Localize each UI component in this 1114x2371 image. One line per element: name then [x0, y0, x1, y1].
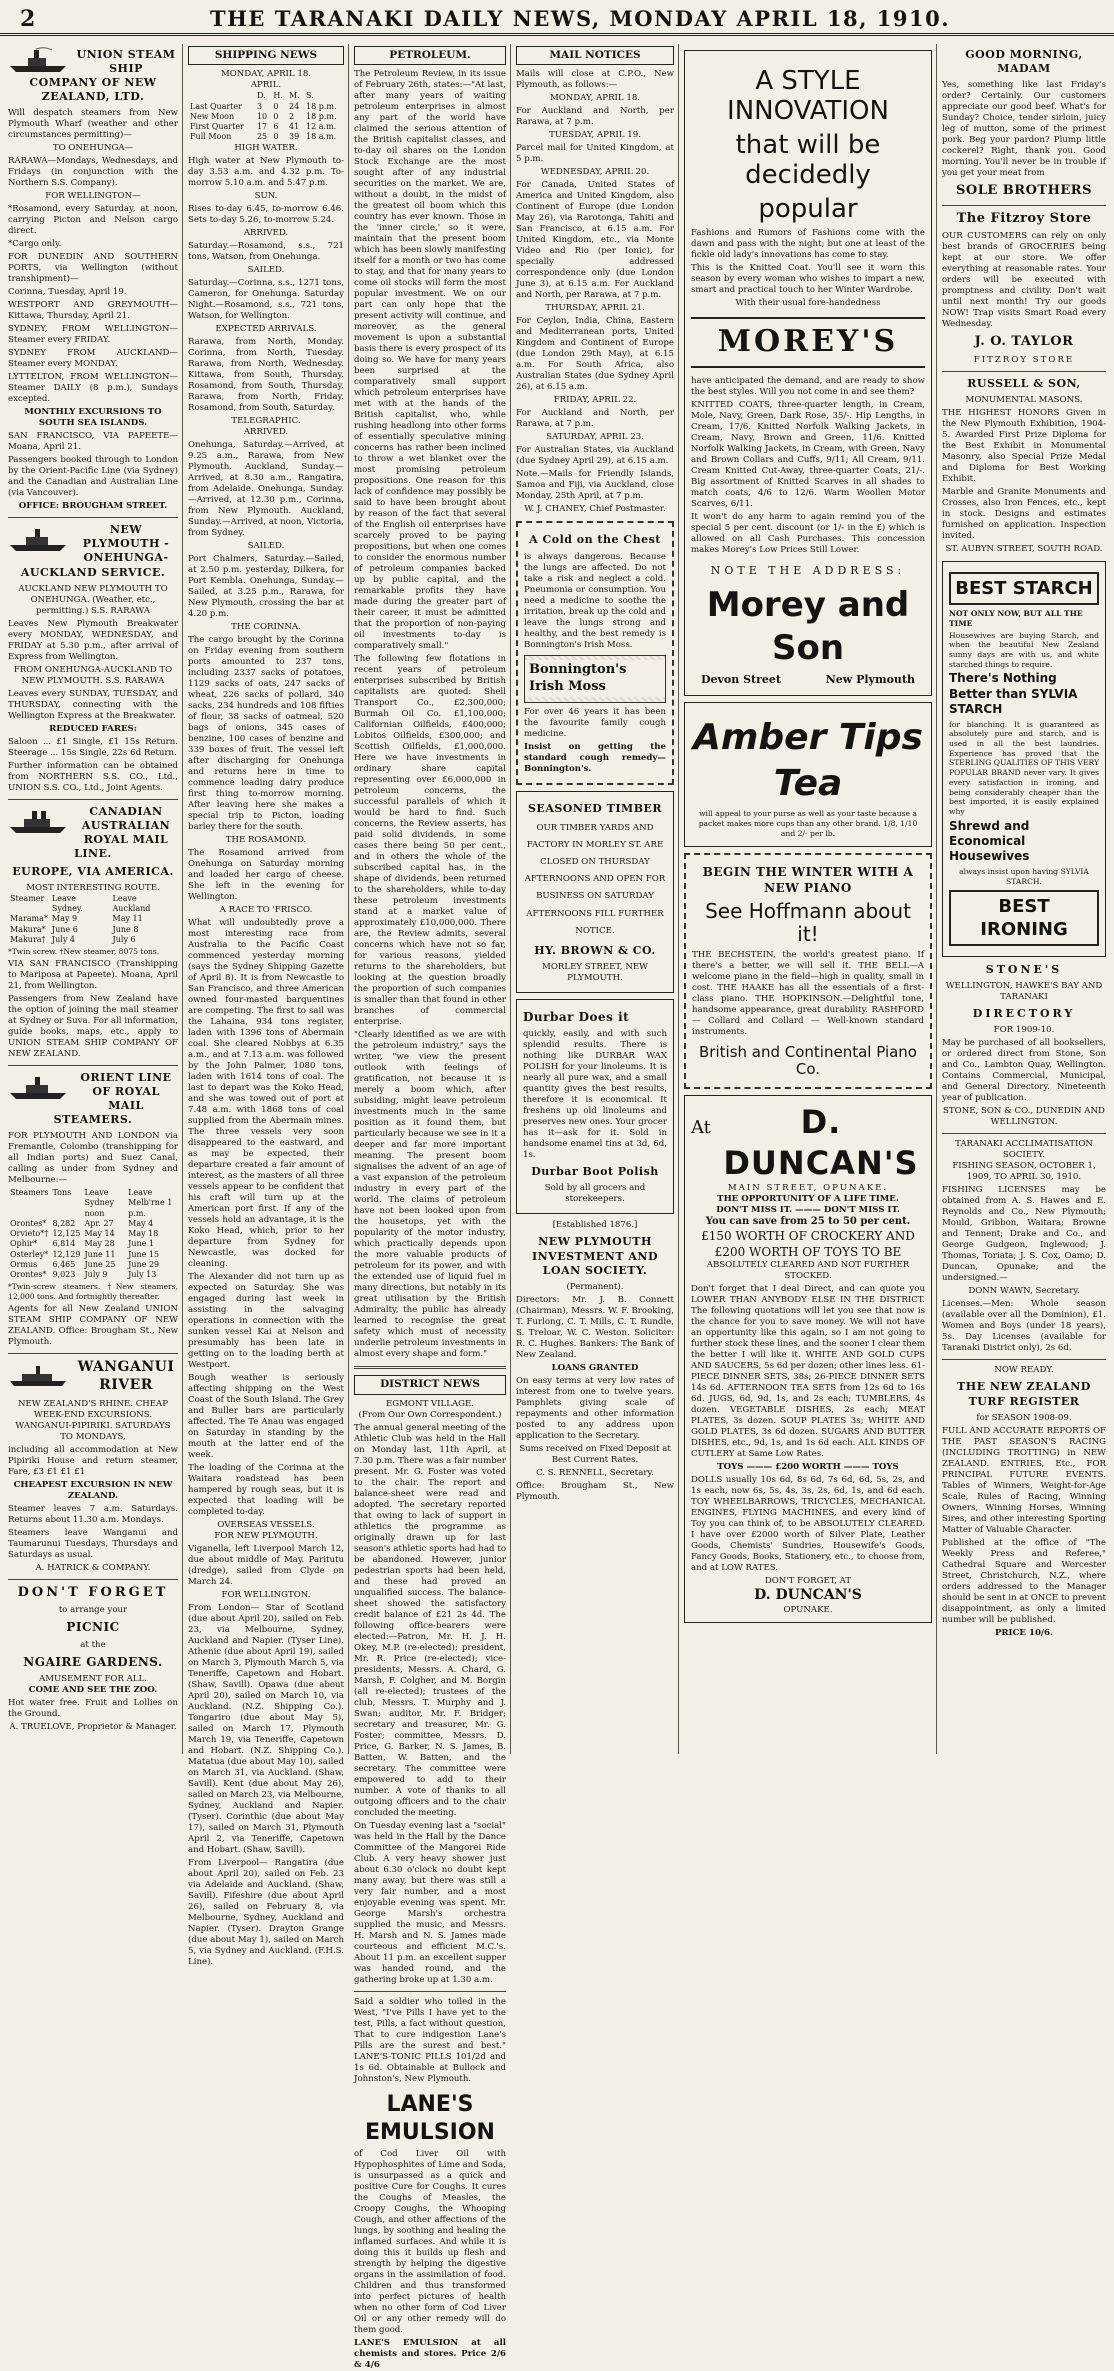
petroleum-heading: PETROLEUM. — [354, 46, 506, 65]
style-innovation-line3: popular — [758, 193, 858, 224]
come-see-zoo: COME AND SEE THE ZOO. — [28, 1684, 158, 1695]
durbar-heading: Durbar Does it — [523, 1009, 630, 1024]
mail-notices-heading: MAIL NOTICES — [516, 46, 674, 65]
san-francisco-service: SAN FRANCISCO, VIA PAPEETE— Moana, April 21. — [8, 431, 178, 453]
april-heading: APRIL. — [250, 80, 282, 91]
shipping-date: MONDAY, APRIL 18. — [220, 69, 312, 80]
sylvia-starch-ad — [942, 561, 1106, 957]
turf-register-heading: THE NEW ZEALAND TURF REGISTER — [957, 1380, 1091, 1408]
established-1876: [Established 1876.] — [552, 1220, 638, 1231]
wanganui-inclusive: including all accommodation at New Pipiriki House and return steamer, Fare, £3 £1 £1 £1 — [8, 1444, 178, 1477]
new-plymouth: New Plymouth — [825, 672, 915, 686]
shipping-news-heading: SHIPPING NEWS — [188, 46, 344, 65]
fore-handedness: With their usual fore-handedness — [735, 298, 881, 309]
british-continental-piano: British and Continental Piano Co. — [699, 1043, 917, 1079]
hatrick-company: A. HATRICK & COMPANY. — [35, 1562, 151, 1573]
rosamond-heading: THE ROSAMOND. — [225, 834, 307, 845]
via-san-francisco: VIA SAN FRANCISCO (Transhipping to Mariposa at Papeete). Moana, April 21, from Wellington. — [8, 958, 178, 991]
note-address: NOTE THE ADDRESS: — [710, 563, 906, 577]
bonnington-label-illustration — [524, 655, 666, 703]
usc-office: OFFICE: BROUGHAM STREET. — [18, 501, 168, 512]
wanganui-river-name: WANGANUI RIVER — [77, 1358, 175, 1393]
column-rule — [678, 44, 679, 1754]
wellington-head: FOR WELLINGTON— — [45, 191, 141, 202]
directory-body: May be purchased of all booksellers, or ordered direct from Stone, Son and Co., Lambton Quay, Wellington. Contains Commercial, Municipal, and General Directory. Nineteenth year of publication. — [942, 1038, 1106, 1104]
telegraphic-heading: TELEGRAPHIC. — [231, 415, 301, 426]
lanes-emulsion-heading: LANE'S EMULSION — [365, 2091, 495, 2146]
npil-heading: NEW PLYMOUTH INVESTMENT AND LOAN SOCIETY. — [531, 1235, 658, 1277]
divider — [354, 1991, 506, 1992]
table-row: Orontes* 9,023 July 9 July 13 — [10, 1270, 157, 1280]
mail-intro: Mails will close at C.P.O., New Plymouth, as follows:— — [516, 69, 674, 91]
divider — [8, 517, 178, 518]
expected-arrivals-heading: EXPECTED ARRIVALS. — [215, 323, 317, 334]
np-from-route: FROM ONEHUNGA-AUCKLAND TO NEW PLYMOUTH. S.S. RARAWA — [13, 664, 173, 686]
good-morning-body: Yes, something like last Friday's order? Certainly. Our customers appreciate our good beef. What's for Sunday? Choice, tender sirloin, juicy leg of mutton, some of the primest pork. Beg your pardon? Plump little cockerel? Right, thank you. Good morning. You'll never be in trouble if you get your meat from — [942, 80, 1106, 179]
dont-forget-at: DON'T FORGET, AT — [764, 1575, 852, 1586]
egmont-village-heading: EGMONT VILLAGE. — [385, 1398, 475, 1409]
mail-wednesday-body: For Canada, United States of America and United Kingdom, also Continent of Europe (due London May 26), via Rarotonga, Tahiti and San Francisco, at 6.15 a.m. For United Kingdom, etc., via Monte Video and Rio (per Ionic), for specially addressed correspondence only (due London June 3), at 6.15 a.m. For Auckland and North, per Rarawa, at 7 p.m. — [516, 180, 674, 301]
canadian-sailings-table — [8, 894, 178, 945]
tel-arrived: Onehunga, Saturday.—Arrived, at 9.25 a.m., Rarawa, from New Plymouth. Auckland, Sunday.—Arrived, at 8.30 a.m., Rangatira, from Adelaide. Onehunga, Sunday.—Arrived, at 12.30 p.m., Corinna, from New Plymouth. Auckland, Sunday.—Arrived, at noon, Victoria, from Sydney. — [188, 439, 344, 538]
divider — [942, 1359, 1106, 1360]
knitted-coats-list: KNITTED COATS, three-quarter length, in Cream, Mole, Navy, Green, Dark Rose, 35/-. Hip Lengths, in Cream, 17/6. Knitted Norfolk Walking Jackets, in Cream, Navy, Brown and Green, 11/6. Knitted Norfolk Walking Jackets, in Cream, with Green, Navy and Brown Collars and Cuffs, 9/11; All Cream, 9/11. Cream Knitted Cut-Away, three-quarter Coats, 21/-. Big assortment of Knitted Scarves in all shades to match coats, 4/6 to 12/6. Warm Woollen Motor Scarves, 6/11. — [691, 399, 925, 509]
divider — [8, 1579, 178, 1580]
shrewd-housewives: Shrewd and Economical Housewives — [949, 818, 1030, 864]
begin-winter-piano: BEGIN THE WINTER WITH A NEW PIANO — [702, 865, 914, 895]
picnic: PICNIC — [66, 1620, 120, 1635]
mail-note: Note.—Mails for Friendly Islands, Samoa and Fiji, via Auckland, close Monday, 25th April, at 7 p.m. — [516, 469, 674, 502]
for-wellington: From London— Star of Scotland (due about April 20), sailed on Feb. 23, via Melbourne, Sydney, Auckland and Napier. (Tyser Line). Athenic (due about April 19), sailed on March 3, Plymouth March 5, via Teneriffe, Capetown and Hobart. (Shaw, Savill). Opawa (due about April 20), sailed on March 10, via Auckland. (N.Z. Shipping Co.). Tongariro (due about May 5), sailed on March 17, Plymouth March 19, via Teneriffe, Capetown and Hobart. (N.Z. Shipping Co.). Matatua (due about May 10), sailed on March 31, via Auckland. (Shaw, Savill). Kent (due about May 26), sailed on March 23, via Melbourne, Sydney, Auckland and Napier. (Tyser). Corinthic (due about May 17), sailed on March 31, Plymouth April 2, via Teneriffe, Capetown and Hobart. (Shaw, Savill). — [188, 1602, 344, 1855]
style-innovation-line1: A STYLE INNOVATION — [727, 66, 889, 126]
column-rule — [182, 44, 183, 1754]
moreys-banner: MOREY'S — [691, 317, 925, 367]
morey-and-son: Morey and Son — [706, 584, 910, 669]
opportunity: THE OPPORTUNITY OF A LIFE TIME. — [717, 1194, 899, 1205]
np-auckland-route: AUCKLAND NEW PLYMOUTH TO ONEHUNGA. (Weather, etc., permitting.) S.S. RARAWA — [18, 583, 168, 616]
duncan-footer: D. DUNCAN'S — [754, 1586, 862, 1603]
hy-brown: HY. BROWN & CO. — [534, 943, 656, 957]
corinna-service: Corinna, Tuesday, April 19. — [8, 287, 127, 298]
for-new-plymouth: Viganella, left Liverpool March 12, due about middle of May. Paritutu (dredge), sailed from Clyde on March 24. — [188, 1543, 344, 1587]
sylvia-body: for blanching. It is guaranteed as absolutely pure and starch, and is used in all the best laundries. Experience has proved that the STERLING QUALITIES OF THIS VERY POPULAR BRAND never vary. It gives every satisfaction in ironing, and being considerably cheaper than the best imported, it is easily explained why — [949, 719, 1099, 816]
table-row: Makura* June 6 June 8 — [10, 924, 139, 934]
sums-received: Sums received on Fixed Deposit at Best Current Rates. — [519, 1443, 671, 1465]
lanes-emulsion-price: LANE'S EMULSION at all chemists and stores. Price 2/6 & 4/6 — [354, 2338, 506, 2371]
usc-intro: Will despatch steamers from New Plymouth Wharf (weather and other circumstances permitting)— — [8, 108, 178, 141]
dunedin-service: FOR DUNEDIN AND SOUTHERN PORTS, via Wellington (without transhipment)— — [8, 252, 178, 285]
mail-thursday-body: For Ceylon, India, China, Eastern and Mediterranean ports, United Kingdom and Continent of Europe (due London 29th May), at 6.15 a.m. For South Africa, also Australian States (due Sydney April 26), at 6.15 a.m. — [516, 316, 674, 393]
high-water-heading: HIGH WATER. — [234, 142, 298, 153]
steamer-body: Steamers leave Wanganui and Taumarunui Tuesdays, Thursdays and Saturdays as usual. — [8, 1527, 178, 1560]
table-row: Orontes* 8,282 Apr. 27 May 4 — [10, 1218, 154, 1228]
mail-monday: MONDAY, APRIL 18. — [549, 93, 641, 104]
table-row: New Moon 10 0 2 18 p.m. — [190, 111, 337, 121]
column-petroleum — [350, 44, 510, 2371]
duncan-body: Don't forget that I deal Direct, and can quote you LOWER THAN ANYBODY ELSE IN THE DISTRICT. The following quotations will let you see that now is the chance for you to save money. We will not have an opportunity like this again, so I am not going to further stock these lines, and the sooner I clear them the better I will like it. WHITE AND GOLD CUPS AND SAUCERS, 5s 6d per dozen; other lines less. 61-PIECE DINNER SETS, 38s; 26-PIECE DINNER SETS 14s 6d. AFTERNOON TEA SETS from 12s 6d to 16s 6d. JUGS, 6d, 9d, 1s, and 2s each; TUMBLERS, 4s dozen. VEGETABLE DISHES, 2s each; MEAT PLATES, 3s dozen. SOUP PLATES 3s; WHITE AND GOLD PLATES, 3s 6d dozen. SUGARS AND BUTTER DISHES, etc., 9d, 1s, and 1s 6d each. ALL KINDS OF CUTLERY at Same Low Rates. — [691, 1283, 925, 1459]
orient-sailings-table — [8, 1188, 178, 1280]
durbar-ad — [516, 999, 674, 1214]
loans-granted: LOANS GRANTED — [551, 1362, 639, 1373]
divider — [942, 205, 1106, 206]
divider — [8, 1065, 178, 1066]
divider — [942, 1133, 1106, 1134]
mail-saturday: SATURDAY, APRIL 23. — [546, 432, 644, 443]
table-row: D. H. M. S. — [256, 91, 314, 101]
pianos-list: THE BECHSTEIN, the world's greatest piano. If there's a better, we will sell it. THE BELL—A welcome piano in the field—high in quality, small in cost. THE HAAKE has all the essentials of a first-class piano. THE HOPKINSON.—Delightful tone, handsome appearance, great durability. RASHFORD — Collard and Collard — Well-known standard instruments. — [692, 950, 924, 1038]
onehunga-head: TO ONEHUNGA— — [52, 143, 134, 154]
crockery-toys: £150 WORTH OF CROCKERY AND £200 WORTH OF TOYS TO BE — [701, 1229, 915, 1259]
river-steamer-icon — [8, 1361, 68, 1389]
most-interesting-route: MOST INTERESTING ROUTE. — [26, 883, 160, 894]
over-46-years: For over 46 years it has been the favourite family cough medicine. — [524, 706, 666, 739]
duncan-name: D. DUNCAN'S — [723, 1102, 919, 1182]
monumental-masons: MONUMENTAL MASONS. — [965, 395, 1083, 406]
for-new-plymouth-heading: FOR NEW PLYMOUTH. — [214, 1530, 318, 1541]
morey-address-row — [691, 671, 925, 689]
np-onehunga-service-name: NEW PLYMOUTH - ONEHUNGA-AUCKLAND SERVICE. — [20, 523, 170, 579]
column-display-ads — [680, 44, 936, 1754]
further-information: Further information can be obtained from NORTHERN S.S. CO., Ltd., UNION S.S. CO., Ltd., Joint Agents. — [8, 760, 178, 793]
dont-forget-heading: DON'T FORGET — [17, 1584, 169, 1600]
steamship-icon — [8, 1073, 68, 1101]
npil-office: Office: Brougham St., New Plymouth. — [516, 1480, 674, 1502]
seasoned-timber-ad — [516, 791, 674, 993]
table-row: Ophir* 6,814 May 28 June 1 — [10, 1239, 155, 1249]
at-the: at the — [80, 1639, 106, 1650]
npil-directors: Directors: Mr. J. B. Connett (Chairman), Messrs. W. F. Brooking, T. Furlong, C. T. Mills, C. T. Rundle, S. Treloar, W. C. Weston. Solicitor: R. C. Hughes. Bankers: The Bank of New Zealand. — [516, 1294, 674, 1360]
dont-miss-it: DON'T MISS IT. ——— DON'T MISS IT. — [716, 1205, 900, 1216]
st-aubyn-street: ST. AUBYN STREET, SOUTH ROAD. — [945, 544, 1103, 555]
fitzroy-body: OUR CUSTOMERS can rely on only best brands of GROCERIES being kept at our store. We offer everything at reasonable rates. Your orders will be executed with promptness and civility. Don't wait until next month! Try our goods NOW! Trap visits Smart Road every Wednesday. — [942, 231, 1106, 330]
fitzroy-store-heading: The Fitzroy Store — [956, 210, 1092, 226]
mail-friday: FRIDAY, APRIL 22. — [553, 395, 637, 406]
amusement-for-all: AMUSEMENT FOR ALL. — [38, 1673, 148, 1684]
turf-price: PRICE 10/6. — [994, 1627, 1054, 1638]
russell-son: RUSSELL & SON, — [967, 377, 1081, 391]
now-ready: NOW READY. — [994, 1365, 1054, 1376]
toys-body: DOLLS usually 10s 6d, 8s 6d, 7s 6d, 6d, 5s, 2s, and 1s each, now 6s, 5s, 4s, 3s, 2s, 6d, 1s, and 6d each. TOY WHEELBARROWS, TRICYCLES, MECHANICAL ENGINES, FLYING MACHINES, and every kind of Toy you can think of, to be ABSOLUTELY CLEARED. I have over £2000 worth of Silver Plate, Leather Goods, Chemists' Sundries, Housewife's Goods, Fancy Goods, Books, Stationery, etc., to choose from, and at LOW RATES. — [691, 1474, 925, 1573]
fishing-licenses: Licenses.—Men: Whole season (available over all the Dominion), £1. Women and Boys (under 18 years), 5s. Day Licenses (available for Taranaki District only), 2s 6d. — [942, 1299, 1106, 1354]
save-percent: You can save from 25 to 50 per cent. — [705, 1216, 911, 1228]
canadian-australian-name: CANADIAN AUSTRALIAN ROYAL MAIL LINE. — [74, 804, 171, 860]
rarawa-service: RARAWA—Mondays, Wednesdays, and Fridays (in conjunction with the Northern S.S. Company). — [8, 156, 178, 189]
amber-tips-tea: Amber Tips Tea — [693, 717, 923, 805]
cheapest-excursion: CHEAPEST EXCURSION IN NEW ZEALAND. — [13, 1479, 173, 1501]
bough-weather-story: Bough weather is seriously affecting shipping on the West Coast of the South Island. The Grey and Buller bars are particularly affected. The Te Anau was engaged on Saturday in standing by the mouth at the latter end of the week. — [188, 1372, 344, 1460]
morey-style-ad — [684, 50, 932, 696]
divider — [8, 1353, 178, 1354]
lanes-pills-verse: Said a soldier who toiled in the West, "I've Pills I have yet to the test, Pills, a fact without question, That to cure indigestion Lane's Pills are the surest and best." LANE'S-TONIC PILLS 101/2d and 1s 6d. Obtainable at Bullock and Johnston's, New Plymouth. — [354, 1996, 506, 2084]
durbar-body: quickly, easily, and with such splendid results. There is nothing like DURBAR WAX POLISH for your linoleums. It is nearly all pure wax, and a small quantity gives the best results, therefore it is economical. It freshens up old linoleums and preserves new ones. Your grocer has it—ask for it. Sold in handsome enamel tins at 3d, 6d, 1s. — [523, 1029, 667, 1161]
petroleum-p3: "Clearly identified as we are with the petroleum industry," says the writer, "we view the present outlook with feelings of gratification, not because it is merely a boom which, after subsiding, might leave petroleum investments much in the same position as it found them, but particularly because we see in it a deeper and far more important meaning. The present boom signalises the advent of an age of a vast expansion of the petroleum industry in every part of the world. The claims of petroleum have not been looked upon from the housetops, yet with the popularity of the motor industry, which practically depends upon the more valuable products of petroleum for its power, and with the extended use of liquid fuel in many directions, but notably in its great utilisation by the British Admiralty, the public has already learned to recognise the great safety which must of necessity underlie petroleum investments in almost every shape and form." — [354, 1030, 506, 1360]
mail-tuesday-body: Parcel mail for United Kingdom, at 5 p.m. — [516, 143, 674, 165]
marble-granite: Marble and Granite Monuments and Crosses, also Iron Fences, etc., kept in stock. Designs and estimates furnished on application. Inspection invited. — [942, 487, 1106, 542]
hy-brown-address: MORLEY STREET, NEW PLYMOUTH. — [542, 961, 648, 983]
column-small-ads — [938, 44, 1110, 1754]
table-row: Steamers Tons Leave Sydney noon Leave Melb'rne 1 p.m. — [10, 1188, 173, 1218]
turf-season: for SEASON 1908-09. — [976, 1412, 1072, 1423]
reduced-fares-head: REDUCED FARES: — [49, 723, 137, 734]
bonnington-ad — [516, 521, 674, 784]
np-leaves: Leaves New Plymouth Breakwater every MONDAY, WEDNESDAY, and FRIDAY at 5.30 p.m., after arrival of Express from Wellington. — [8, 618, 178, 662]
petroleum-p1: The Petroleum Review, in its issue of February 26th, states:—"At last, after many years of waiting petroleum enterprises in almost any part of the world have claimed the serious attention of the British capitalist classes, and to-day oil shares on the London Stock Exchange are the most sought after of any industrial securities on the market. We are, without a doubt, in the midst of the greatest oil boom which this country has ever known. Those in the 'inner circle,' so it were, maintain that the present boom which has been slowly manifesting itself for a month or two has come to stay, and that for many years to come oil stocks will form the most popular investment. We on our part can only hope that the present activity will continue, and moreover, as the general movement is upon a substantial basis there is every prospect of its doing so. We have for many years been surprised at the comparatively small support which petroleum enterprises have met with at the hands of the British capitalist, who, while rushing headlong into other forms of essentially speculative mining concerns has rather been inclined to throw a wet blanket over the most promising petroleum propositions. One reason for this lack of confidence may possibly be said to have been brought about by reason of the fact that several of the English oil enterprises have scarcely proved to be paying propositions, but when one comes to consider the enormous number of petroleum companies backed up by public capital, and the remarkable profits they have made during the greater part of their career, it must be admitted that the proportion of non-paying oil investments to-day is comparatively small." — [354, 69, 506, 652]
stones-sub: WELLINGTON, HAWKE'S BAY AND TARANAKI — [945, 981, 1103, 1003]
orient-body: FOR PLYMOUTH AND LONDON via Fremantle, Colombo (transhipping for all Indian ports) and Suez Canal, calling as under from Sydney and Melbourne:— — [8, 1131, 178, 1186]
mail-tuesday: TUESDAY, APRIL 19. — [549, 130, 641, 141]
page-number: 2 — [20, 6, 36, 32]
table-row: Steamer Leave Sydney. Leave Auckland — [10, 894, 151, 914]
duncan-title-row — [691, 1102, 925, 1184]
turf-published: Published at the office of "The Weekly Press and Referee," Cathedral Square and Worcester Street, Christchurch, N.Z., where orders addressed to the Manager should be sent in at ONCE to prevent disappointment, as only a limited number will be published. — [942, 1537, 1106, 1625]
amber-tips-sub: will appeal to your purse as well as your taste because a packet makes more cups than any other brand. 1/8, 1/10 and 2/- per lb. — [698, 809, 918, 838]
mail-thursday: THURSDAY, APRIL 21. — [545, 303, 645, 314]
sun-times: Rises to-day 6.45, to-morrow 6.46. Sets to-day 5.26, to-morrow 5.24. — [188, 203, 344, 225]
see-hoffmann: See Hoffmann about it! — [705, 899, 911, 947]
westport-service: WESTPORT AND GREYMOUTH— Kittawa, Thursday, April 21. — [8, 300, 178, 322]
own-correspondent: (From Our Own Correspondent.) — [358, 1409, 502, 1420]
housewives-buying: Housewives are buying Starch, and when the beautiful New Zealand sunny days are with us, and white starched things to require. — [949, 630, 1099, 669]
district-news-heading: DISTRICT NEWS — [354, 1375, 506, 1394]
sailed-heading: SAILED. — [247, 264, 285, 275]
table-row: Makura† July 4 July 6 — [10, 934, 136, 944]
orient-agents: Agents for all New Zealand UNION STEAM SHIP COMPANY OF NEW ZEALAND. Office: Brougham St., New Plymouth. — [8, 1303, 178, 1347]
fishing-season: FISHING SEASON, OCTOBER 1, 1909, TO APRIL 30, 1910. — [952, 1161, 1096, 1183]
fitzroy-store-sub: FITZROY STORE — [973, 355, 1075, 366]
arrange-your: to arrange your — [58, 1605, 128, 1616]
lanes-emulsion-body: of Cod Liver Oil with Hypophosphites of Lime and Soda, is unsurpassed as a quick and positive Cure for Coughs. It cures the Coughs of Measles, the Croopy Coughs, the Whooping Cough, and other affections of the lungs, by soothing and healing the inflamed surfaces. And while it is doing this it builds up flesh and strength by helping the digestive organs in the assimilation of food. Children and thus transformed into perfect pictures of health when no other form of Cod Liver Oil or any other remedy will do them good. — [354, 2149, 506, 2336]
steamship-icon — [8, 46, 68, 74]
newspaper-title: THE TARANAKI DAILY NEWS, MONDAY APRIL 18, 1910. — [209, 6, 951, 31]
highest-honors: THE HIGHEST HONORS Given in the New Plymouth Exhibition, 1904-5. Awarded First Prize Diploma for the Best Exhibit in Monumental Masonry, also Special Prize Medal and Diploma for Best Working Exhibit. — [942, 408, 1106, 485]
corinna-story: The cargo brought by the Corinna on Friday evening from southern ports amounted to 237 tons, including 2337 sacks of potatoes, 1129 sacks of oats, 247 sacks of wheat, 226 sacks of pollard, 340 sacks, 234 hundreds and 108 fifties of flour, 38 sacks of oatmeal, 520 bags of onions, 345 cases of benzine, 100 cases of benzine and 339 boxes of fruit. The vessel left after discharging for Onehunga and returns here in time to commence loading dairy produce first thing to-morrow morning. After leaving here she makes a special trip to Picton, loading barley there for the south. — [188, 634, 344, 832]
theres-nothing-better: There's Nothing Better than SYLVIA STARCH — [949, 671, 1078, 717]
absolutely-cleared: ABSOLUTELY CLEARED AND NOT FURTHER STOCKED. — [706, 1259, 910, 1281]
egmont-story-2: On Tuesday evening last a "social" was held in the Hall by the Dance Committee of the Mangorei Ride Club. A very heavy shower just about 6.30 o'clock no doubt kept many away, but there was still a very fair number, and a most enjoyable evening was spent. Mr. George Marsh's orchestra supplied the music, and Messrs. H. Marsh and N. S. James made courteous and efficient M.C.'s. About 11 p.m. an excellent supper was handed round, and the gathering broke up at 1.30 a.m. — [354, 1820, 506, 1985]
petroleum-p2: The following few flotations in recent years of petroleum enterprises subscribed by British capitalists are quoted: Shell Transport Co., £2,300,000; Burmah Oil Co. £1,100,000; Californian Oilfields, £400,000; Lobitos Oilfields, £300,000; and Scottish Oilfields, £1,000,000. Here we have investments in ordinary share capital representing over £6,000,000 in petroleum concerns, the successful parallels of which it would be hard to find. Such concerns, the Review asserts, has paid solid dividends, in some cases there being 50 per cent., and in others the whole of the subscribed capital has, in the shape of dividends, been returned to the shareholders, while to-day these petroleum investments stand at a market value of approximately £10,000,000. There are, the Review admits, several concerns which have not so far, for various reasons, yielded returns to the shareholders, but looking at the question broadly the proportion of such companies is smaller than that found in other branches of commercial enterprise. — [354, 654, 506, 1028]
truelove-proprietor: A. TRUELOVE, Proprietor & Manager. — [9, 1721, 177, 1732]
insist-bonnington: Insist on getting the standard cough remedy—Bonnington's. — [524, 741, 666, 774]
chief-postmaster: W. J. CHANEY, Chief Postmaster. — [524, 504, 666, 515]
knitted-coat-text: This is the Knitted Coat. You'll see it worn this season by every woman who wishes to impart a new, smart and practical touch to her Winter Wardrobe. — [691, 263, 925, 296]
cash-discount: It won't do any harm to again remind you of the special 5 per cent. discount (or 1/- in the £) which is allowed on all Cash Purchases. This concession makes Morey's Low Prices Still Lower. — [691, 511, 925, 555]
corinna-heading: THE CORINNA. — [231, 621, 301, 632]
column-mail-notices — [512, 44, 678, 1754]
sydney-auckland-service: SYDNEY FROM AUCKLAND— Steamer every MONDAY. — [8, 348, 178, 370]
egmont-story-1: The annual general meeting of the Athletic Club was held in the Hall on Monday last, 11th April, at 7.30 p.m. There was a fair number present. Mr. G. Foster was voted to the chair. The report and balance-sheet were read and adopted. The secretary reported that owing to lack of support in athletics the programme as originally drawn up for last season's athletic sports had had to be abandoned. However, junior pedestrian sports had been held, and these had proved an unqualified success. The balance-sheet showed the satisfactory credit balance of £21 2s 4d. The following office-bearers were elected:—Patron, Mr. H. J. H. Okey, M.P. (re-elected); president, Mr. R. Price (re-elected); vice-presidents, Messrs. A. Chard, G. Marsh, F. Colgher, and M. Borgin (all re-elected); trustees of the club, Messrs. T. Murphy and J. Swan; auditor, Mr. F. Bridger; secretary and treasurer, Mr. G. Foster; committee, Messrs. D. Price, G. Barker, N. S. James, B. Batten, W. Batten, and the secretary. The committee were empowered to add to their number. A vote of thanks to all outgoing officers and to the chair concluded the meeting. — [354, 1422, 506, 1818]
masthead — [0, 0, 1114, 36]
turf-body: FULL AND ACCURATE REPORTS OF THE PAST SEASON'S RACING (INCLUDING TROTTING) in NEW ZEALAND. ENTRIES, Etc., FOR PRINCIPAL FUTURE EVENTS. Tables of Winners, Weight-for-Age Scale, Rules of Racing, Winning Owners, Winning Horses, Winning Sires, and other interesting Sporting Matter of Valuable Character. — [942, 1425, 1106, 1535]
fishing-secretary: DONN WAWN, Secretary. — [968, 1286, 1080, 1297]
table-row: Osterley* 12,129 June 11 June 15 — [10, 1249, 160, 1259]
best-ironing-banner: BEST IRONING — [949, 890, 1099, 946]
rennell-secretary: C. S. RENNELL, Secretary. — [536, 1467, 654, 1478]
style-innovation-line2: that will be decidedly — [735, 129, 881, 190]
overseas-vessels-heading: OVERSEAS VESSELS. — [217, 1519, 315, 1530]
arrived: Saturday.—Rosamond, s.s., 721 tons, Watson, from Onehunga. — [188, 240, 344, 262]
npil-permanent: (Permanent). — [566, 1281, 624, 1292]
twin-screw-note: *Twin screw. †New steamer, 8075 tons. — [8, 947, 160, 957]
column-shipping-ads — [4, 44, 182, 1754]
fishing-body: FISHING LICENSES may be obtained from A. S. Hawes and E. Reynolds and Co., New Plymouth; Mould, Gribbon, Waitara; Browne and Tennent; Drake and Co., and George Gudgeon, Inglewood; J. Thomas, Toriata; J. S. Cox, Oamo; D. Duncan, Opunake; and the undersigned.— — [942, 1185, 1106, 1284]
high-water: High water at New Plymouth to-day 3.53 a.m. and 4.32 p.m. To-morrow 5.10 a.m. and 5.47 p.m. — [188, 155, 344, 188]
table-row: Orvieto*† 12,125 May 14 May 18 — [10, 1229, 159, 1239]
tel-sailed-heading: SAILED. — [247, 540, 285, 551]
stone-son-co: STONE, SON & CO., DUNEDIN AND WELLINGTON. — [943, 1106, 1105, 1128]
lyttelton-service: LYTTELTON, FROM WELLINGTON— Steamer DAILY (8 p.m.), Sundays excepted. — [8, 372, 178, 405]
cargo-only-note: *Cargo only. — [8, 239, 62, 250]
durbar-sold: Sold by all grocers and storekeepers. — [544, 1183, 646, 1205]
hot-water-free: Hot water free. Fruit and Lollies on the Ground. — [8, 1697, 178, 1719]
directory-year: FOR 1909-10. — [993, 1025, 1055, 1036]
mail-wednesday: WEDNESDAY, APRIL 20. — [540, 167, 650, 178]
rosamond-story: The Rosamond arrived from Onehunga on Saturday morning and loaded her cargo of cheese. She left in the evening for Wellington. — [188, 847, 344, 902]
cold-on-chest-heading: A Cold on the Chest — [529, 533, 661, 547]
orient-foot: *Twin-screw steamers. †New steamers, 12,000 tons. And fortnightly thereafter. — [8, 1282, 178, 1302]
good-morning-heading: GOOD MORNING, MADAM — [965, 48, 1083, 76]
tel-arrived-heading: ARRIVED. — [243, 426, 289, 437]
monthly-excursions: MONTHLY EXCURSIONS TO SOUTH SEA ISLANDS. — [24, 407, 162, 429]
devon-street: Devon Street — [701, 672, 781, 686]
via-sf-body: Passengers from New Zealand have the option of joining the mail steamer at Sydney or Suva. For all information, guide books, maps, etc., apply to UNION STEAM SHIP COMPANY OF NEW ZEALAND. — [8, 993, 178, 1059]
directory-heading: DIRECTORY — [972, 1007, 1076, 1021]
seasoned-timber-body: OUR TIMBER YARDS AND FACTORY IN MORLEY ST. ARE CLOSED ON THURSDAY AFTERNOONS AND OPEN FOR BUSINESS ON SATURDAY AFTERNOONS FILL FURTHER NOTICE. — [524, 822, 666, 936]
alexander-story: The Alexander did not turn up as expected on Saturday. She was engaged during last week in assisting in the salvaging operations in connection with the sunken vessel Kai at Nelson and presumably has been late in getting on to the loading berth at Westport. — [188, 1271, 344, 1370]
piano-ad — [684, 853, 932, 1088]
duncan-ad — [684, 1095, 932, 1623]
europe-via-america: EUROPE, VIA AMERICA. — [12, 864, 174, 878]
ngaire-gardens: NGAIRE GARDENS. — [23, 1654, 163, 1669]
best-starch-banner: BEST STARCH — [949, 572, 1099, 605]
table-row: First Quarter 17 6 41 12 a.m. — [190, 122, 337, 132]
duncan-street: MAIN STREET, OPUNAKE. — [727, 1183, 889, 1194]
for-wellington-heading: FOR WELLINGTON. — [221, 1589, 311, 1600]
sole-brothers: SOLE BROTHERS — [956, 183, 1092, 199]
divider — [8, 799, 178, 800]
duncan-at: At — [691, 1116, 711, 1138]
always-insist: always insist upon having SYLVIA STARCH. — [959, 866, 1089, 886]
loans-body: On easy terms at very low rates of interest from one to twelve years. Pamphlets giving scale of repayments and other information posted to any address upon application to the Secretary. — [516, 1375, 674, 1441]
durbar-boot-polish: Durbar Boot Polish — [531, 1165, 659, 1179]
column-rule — [510, 44, 511, 1754]
union-steam-ship-name: UNION STEAM SHIP COMPANY OF NEW ZEALAND, LTD. — [29, 48, 176, 104]
toys-heading: TOYS ——— £200 WORTH ——— TOYS — [717, 1461, 899, 1472]
loading-story: The loading of the Corinna at the Waitara roadstead has been hampered by rough seas, but it is expected that loading will be completed to-day. — [188, 1462, 344, 1517]
seasoned-timber-heading: SEASONED TIMBER — [527, 801, 663, 815]
divider — [354, 1366, 506, 1369]
expected-arrivals: Rarawa, from North, Monday. Corinna, from North, Tuesday. Rarawa, from North, Wednesday. Kittawa, from South, Thursday. Rosamond, from South, Thursday. Rarawa, from North, Friday. Rosamond, from South, Saturday. — [188, 336, 344, 413]
table-row: Last Quarter 3 0 24 18 p.m. — [190, 101, 337, 111]
race-story: What will undoubtedly prove a most interesting race from Australia to the Pacific Coast commenced yesterday morning (says the Sydney Shipping Gazette of April 8). It is from Newcastle to San Francisco, and three American owned four-masted barquentines are competing. The first to sail was the Lahaina, 934 tons register, laden with 1396 tons of Abermain coal. She cleared Nobbys at 6.35 a.m., and at 7.13 a.m. was followed by the John Palmer, 1080 tons, laden with 1614 tons of coal. The last to depart was the Koko Head, and she was towed out of port at 7.48 a.m. with 1868 tons of coal supplied from the Abermain mines. The three vessels very soon disappeared to the eastward, and as may be expected, their departure created a fair amount of interest, as the masters of all three vessels appear to be confident that his craft will turn up at the American port first. If any of the vessels hold an advantage, it is the Koko Head, which, prior to her departure from Sydney for Newcastle, was docked for cleaning. — [188, 917, 344, 1269]
acclimatisation-heading: TARANAKI ACCLIMATISATION SOCIETY. — [955, 1139, 1093, 1161]
mail-monday-body: For Auckland and North, per Rarawa, at 7 p.m. — [516, 106, 674, 128]
from-liverpool: From Liverpool— Rangatira (due about April 20), sailed on Feb. 23 via Adelaide and Auckland. (Shaw, Savill). Fifeshire (due about April 26), sailed on February 8, via Melbourne, Sydney, Auckland and Napier. (Tyser). Drayton Grange (due about May 1), sailed on March 5, via Sydney and Auckland. (F.H.S. Line). — [188, 1857, 344, 1967]
mail-saturday-body: For Australian States, via Auckland (due Sydney April 29), at 6.15 a.m. — [516, 445, 674, 467]
jo-taylor: J. O. TAYLOR — [974, 334, 1074, 350]
sydney-wellington-service: SYDNEY, FROM WELLINGTON— Steamer every FRIDAY. — [8, 324, 178, 346]
amber-tips-ad — [684, 702, 932, 847]
orient-line-name: ORIENT LINE OF ROYAL MAIL STEAMERS. — [53, 1070, 172, 1127]
steamer-leaves: Steamer leaves 7 a.m. Saturdays. Returns about 11.30 a.m. Mondays. — [8, 1503, 178, 1525]
tel-sailed: Port Chalmers, Saturday.—Sailed, at 2.50 p.m. yesterday, Dilkera, for Port Kembla. Onehunga, Sunday.—Sailed, at 3.25 p.m., Rarawa, for New Plymouth, crossing the bar at 4.20 p.m. — [188, 553, 344, 619]
table-row: Marama* May 9 May 11 — [10, 914, 143, 924]
anticipated-text: have anticipated the demand, and are ready to show the best styles. Will you not come in and see them? — [691, 375, 925, 397]
reduced-fares: Saloon ... £1 Single, £1 15s Return. Steerage ... 15s Single, 22s 6d Return. — [8, 736, 178, 758]
steamship-icon — [8, 525, 68, 553]
fashions-text: Fashions and Rumors of Fashions come with the dawn and pass with the night; but one at least of the fickle old lady's innovations has come to stay. — [691, 228, 925, 261]
race-heading: A RACE TO 'FRISCO. — [219, 904, 313, 915]
column-shipping-news — [184, 44, 348, 1967]
rosamond-service: *Rosamond, every Saturday, at noon, carrying Picton and Nelson cargo direct. — [8, 204, 178, 237]
table-row: Ormus 6,465 June 25 June 29 — [10, 1259, 160, 1269]
table-row: Full Moon 25 0 39 18 a.m. — [190, 132, 337, 142]
np-leaves-return: Leaves every SUNDAY, TUESDAY, and THURSDAY, connecting with the Wellington Express at the Breakwater. — [8, 688, 178, 721]
cold-body: is always dangerous. Because the lungs are affected. Do not take a risk and neglect a cold. Pneumonia or consumption. You need a medicine to soothe the irritation, break up the cold and leave the lungs strong and healthy, and the best remedy is Bonnington's Irish Moss. — [524, 551, 666, 650]
opunake: OPUNAKE. — [783, 1604, 833, 1615]
divider — [942, 371, 1106, 372]
column-rule — [936, 44, 937, 1754]
mail-friday-body: For Auckland and North, per Rarawa, at 7 p.m. — [516, 408, 674, 430]
arrived-heading: ARRIVED. — [243, 227, 289, 238]
stones-heading: STONE'S — [985, 963, 1063, 977]
bonnington-brand: Bonnington's Irish Moss — [525, 660, 665, 697]
sailed: Saturday.—Corinna, s.s., 1271 tons, Cameron, for Onehunga. Saturday Night.—Rosamond, s.s., 721 tons, Watson, for Wellington. — [188, 277, 344, 321]
column-rule — [348, 44, 349, 1754]
moon-phases-table — [188, 91, 344, 142]
not-only-now: NOT ONLY NOW, BUT ALL THE TIME — [949, 609, 1083, 628]
passengers-booked: Passengers booked through to London by the Orient-Pacific Line (via Sydney) and the Canadian and Australian Line (via Vancouver). — [8, 455, 178, 499]
wanganui-body: NEW ZEALAND'S RHINE. CHEAP WEEK-END EXCURSIONS. WANGANUI-PIPIRIKI. SATURDAYS TO MONDAYS, — [15, 1398, 171, 1442]
steamship-icon — [8, 807, 68, 835]
sun-heading: SUN. — [254, 190, 278, 201]
